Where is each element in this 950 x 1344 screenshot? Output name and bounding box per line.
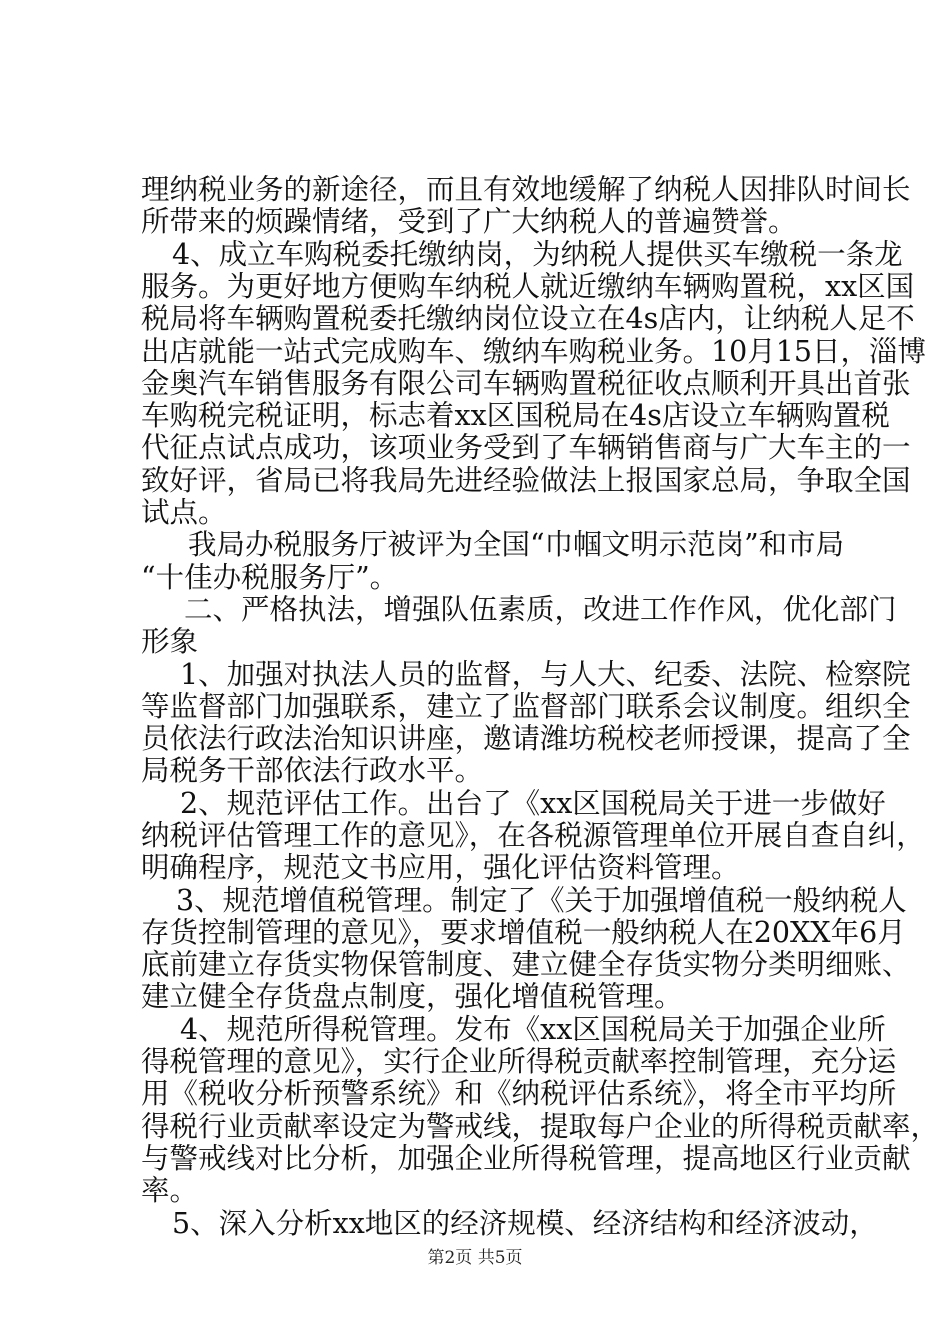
text-line: 建立健全存货盘点制度，强化增值税管理。 xyxy=(141,980,683,1013)
text-line: 用《税收分析预警系统》和《纳税评估系统》，将全市平均所 xyxy=(141,1077,897,1110)
text-line: 致好评，省局已将我局先进经验做法上报国家总局，争取全国 xyxy=(141,464,911,497)
text-line: 率。 xyxy=(141,1174,199,1207)
text-line: 纳税评估管理工作的意见》，在各税源管理单位开展自查自纠， xyxy=(141,819,925,852)
text-line: 1、加强对执法人员的监督，与人大、纪委、法院、检察院 xyxy=(180,658,911,691)
text-line: 等监督部门加强联系，建立了监督部门联系会议制度。组织全 xyxy=(141,690,911,723)
text-line: 我局办税服务厅被评为全国“巾帼文明示范岗”和市局 xyxy=(188,528,845,561)
text-line: 局税务干部依法行政水平。 xyxy=(141,754,484,787)
text-line: 3、规范增值税管理。制定了《关于加强增值税一般纳税人 xyxy=(176,884,907,917)
text-line: 2、规范评估工作。出台了《xx区国税局关于进一步做好 xyxy=(180,787,886,820)
text-line: 底前建立存货实物保管制度、建立健全存货实物分类明细账、 xyxy=(141,948,911,981)
text-line: 员依法行政法治知识讲座，邀请潍坊税校老师授课，提高了全 xyxy=(141,722,911,755)
text-line: 存货控制管理的意见》，要求增值税一般纳税人在20XX年6月 xyxy=(141,916,906,949)
page-number-footer: 第2页 共5页 xyxy=(427,1248,523,1268)
text-line: 4、成立车购税委托缴纳岗，为纳税人提供买车缴税一条龙 xyxy=(172,238,903,271)
text-line: 出店就能一站式完成购车、缴纳车购税业务。10月15日，淄博 xyxy=(141,335,927,368)
text-line: “十佳办税服务厅”。 xyxy=(141,561,399,594)
section-heading: 形象 xyxy=(141,625,199,658)
text-line: 金奥汽车销售服务有限公司车辆购置税征收点顺利开具出首张 xyxy=(141,367,911,400)
text-line: 试点。 xyxy=(141,496,227,529)
text-line: 服务。为更好地方便购车纳税人就近缴纳车辆购置税，xx区国 xyxy=(141,270,915,303)
text-line: 所带来的烦躁情绪，受到了广大纳税人的普遍赞誉。 xyxy=(141,205,797,238)
text-line: 理纳税业务的新途径，而且有效地缓解了纳税人因排队时间长 xyxy=(141,173,911,206)
text-line: 得税行业贡献率设定为警戒线，提取每户企业的所得税贡献率， xyxy=(141,1110,940,1143)
text-line: 明确程序，规范文书应用，强化评估资料管理。 xyxy=(141,851,740,884)
text-line: 5、深入分析xx地区的经济规模、经济结构和经济波动， xyxy=(172,1207,878,1240)
text-line: 车购税完税证明，标志着xx区国税局在4s店设立车辆购置税 xyxy=(141,399,890,432)
text-line: 4、规范所得税管理。发布《xx区国税局关于加强企业所 xyxy=(180,1013,886,1046)
text-line: 与警戒线对比分析，加强企业所得税管理，提高地区行业贡献 xyxy=(141,1142,911,1175)
text-line: 税局将车辆购置税委托缴纳岗位设立在4s店内，让纳税人足不 xyxy=(141,302,915,335)
text-line: 代征点试点成功，该项业务受到了车辆销售商与广大车主的一 xyxy=(141,431,911,464)
section-heading: 二、严格执法，增强队伍素质，改进工作作风，优化部门 xyxy=(184,593,897,626)
text-line: 得税管理的意见》，实行企业所得税贡献率控制管理，充分运 xyxy=(141,1045,897,1078)
